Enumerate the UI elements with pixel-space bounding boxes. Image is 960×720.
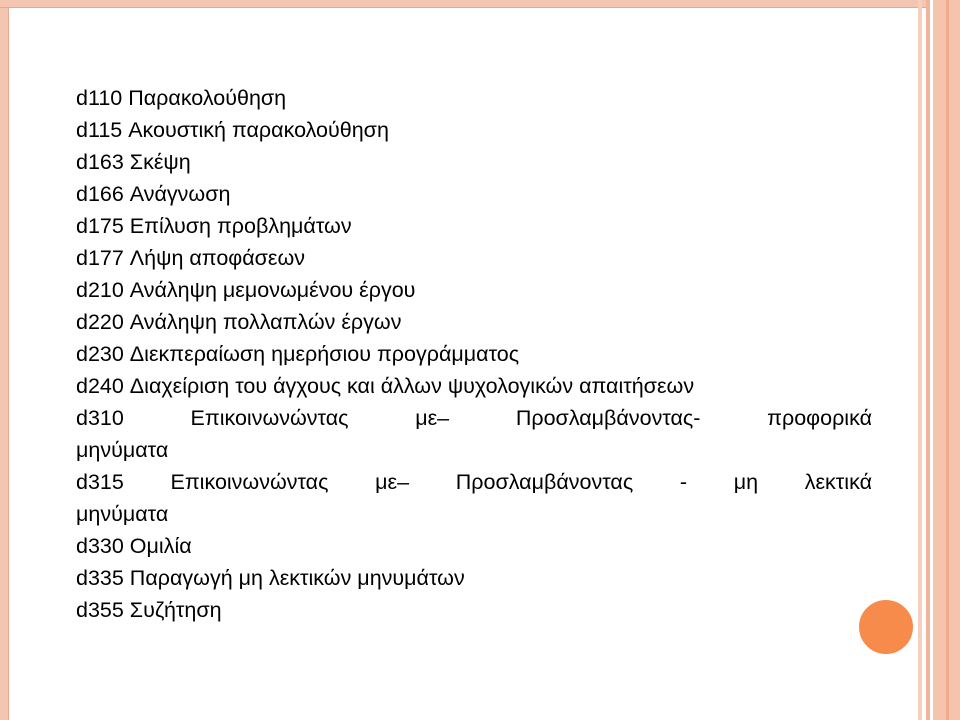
list-item-line: d310 Επικοινωνώντας με– Προσλαμβάνοντας- προφορικά (76, 406, 872, 430)
list-item: d175 Επίλυση προβλημάτων (76, 214, 352, 238)
list-item: d330 Ομιλία (76, 534, 192, 558)
slide-border-top (0, 0, 930, 8)
list-item: d355 Συζήτηση (76, 598, 222, 622)
list-item-wrapped (76, 466, 872, 530)
list-item: d163 Σκέψη (76, 150, 191, 174)
decorative-stripe (946, 0, 949, 720)
list-item: d115 Ακουστική παρακολούθηση (76, 118, 389, 142)
list-item-line: μηνύματα (76, 438, 169, 462)
list-item: d177 Λήψη αποφάσεων (76, 246, 306, 270)
list-item: d210 Ανάληψη μεμονωμένου έργου (76, 278, 416, 302)
slide-border-left (0, 0, 9, 720)
list-item: d230 Διεκπεραίωση ημερήσιου προγράμματος (76, 342, 520, 366)
list-item: d110 Παρακολούθηση (76, 86, 287, 110)
decorative-stripe (926, 0, 930, 720)
activity-code-list (76, 82, 872, 626)
list-item: d335 Παραγωγή μη λεκτικών μηνυμάτων (76, 566, 465, 590)
list-item-line: μηνύματα (76, 502, 169, 526)
list-item: d220 Ανάληψη πολλαπλών έργων (76, 310, 402, 334)
list-item: d240 Διαχείριση του άγχους και άλλων ψυχολογικών απαιτήσεων (76, 374, 695, 398)
list-item-line: d315 Επικοινωνώντας με– Προσλαμβάνοντας - μη λεκτικά (76, 470, 872, 494)
decorative-stripe (918, 0, 922, 720)
list-item: d166 Ανάγνωση (76, 182, 231, 206)
list-item-wrapped (76, 402, 872, 466)
